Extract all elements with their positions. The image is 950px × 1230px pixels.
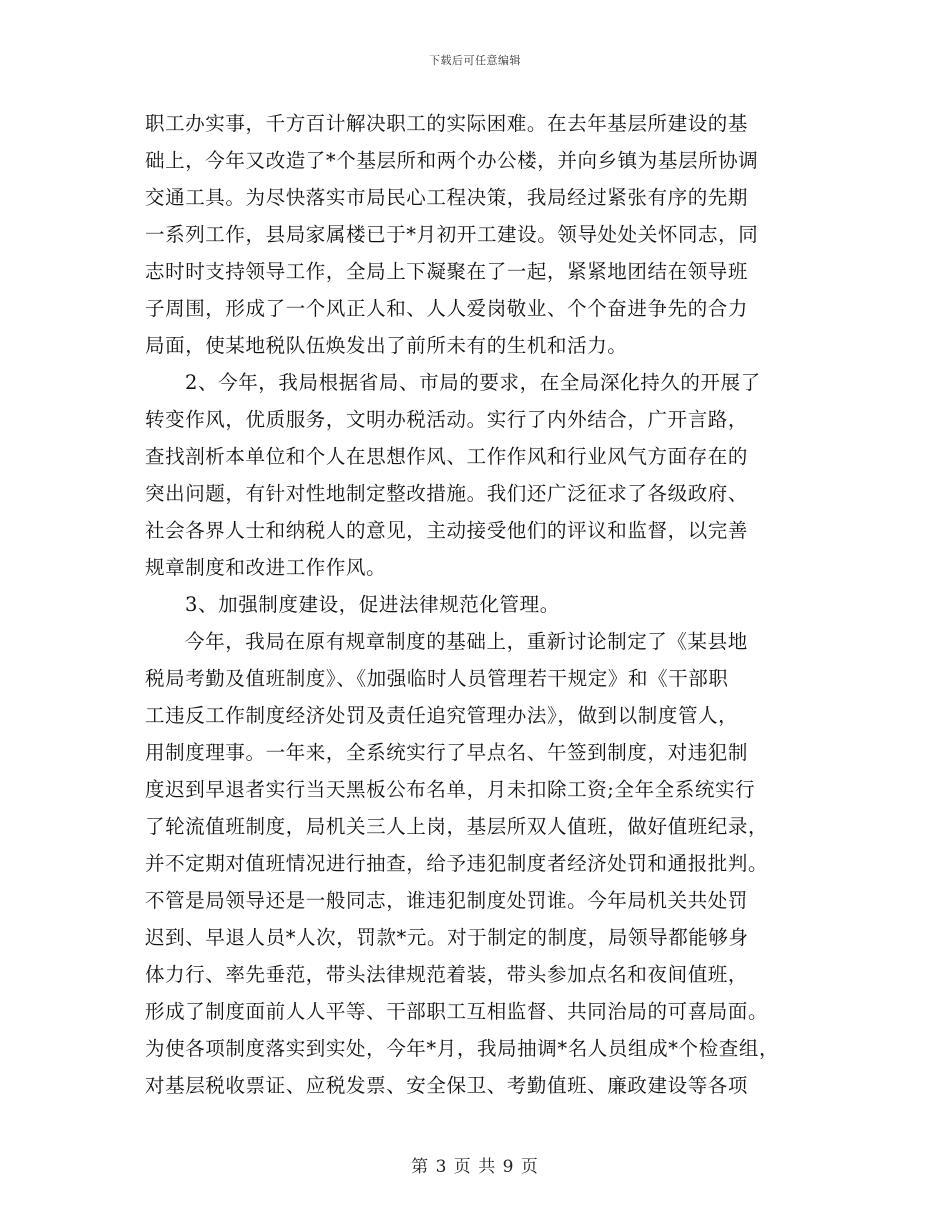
text-line: 规章制度和改进工作作风。: [145, 556, 387, 579]
text-line: 查找剖析本单位和个人在思想作风、工作作风和行业风气方面存在的: [145, 445, 749, 468]
text-line: 用制度理事。一年来，全系统实行了早点名、午签到制度，对违犯制: [145, 741, 749, 764]
paragraph-start-line: 2、今年，我局根据省局、市局的要求，在全局深化持久的开展了: [185, 371, 761, 394]
text-line: 为使各项制度落实到实处，今年*月，我局抽调*名人员组成*个检查组，: [145, 1037, 780, 1060]
text-line: 税局考勤及值班制度》、《加强临时人员管理若干规定》和《干部职: [145, 667, 729, 690]
text-line: 了轮流值班制度，局机关三人上岗，基层所双人值班，做好值班纪录，: [145, 815, 769, 838]
text-line: 形成了制度面前人人平等、干部职工互相监督、共同治局的可喜局面。: [145, 1000, 769, 1023]
text-line: 迟到、早退人员*人次，罚款*元。对于制定的制度，局领导都能够身: [145, 926, 749, 949]
text-line: 不管是局领导还是一般同志，谁违犯制度处罚谁。今年局机关共处罚: [145, 889, 749, 912]
text-line: 对基层税收票证、应税发票、安全保卫、考勤值班、廉政建设等各项: [145, 1074, 749, 1097]
text-line: 志时时支持领导工作，全局上下凝聚在了一起，紧紧地团结在领导班: [145, 260, 749, 283]
text-line: 一系列工作，县局家属楼已于*月初开工建设。领导处处关怀同志，同: [145, 223, 759, 246]
text-line: 体力行、率先垂范，带头法律规范着装，带头参加点名和夜间值班，: [145, 963, 749, 986]
section-heading: 3、加强制度建设，促进法律规范化管理。: [185, 593, 560, 616]
text-line: 础上，今年又改造了*个基层所和两个办公楼，并向乡镇为基层所协调: [145, 149, 759, 172]
page-number-footer: 第 3 页 共 9 页: [411, 1157, 539, 1177]
document-body: [145, 105, 815, 1104]
text-line: 转变作风，优质服务，文明办税活动。实行了内外结合，广开言路，: [145, 408, 749, 431]
text-line: 子周围，形成了一个风正人和、人人爱岗敬业、个个奋进争先的合力: [145, 297, 749, 320]
text-line: 社会各界人士和纳税人的意见，主动接受他们的评议和监督，以完善: [145, 519, 749, 542]
text-line: 突出问题，有针对性地制定整改措施。我们还广泛征求了各级政府、: [145, 482, 749, 505]
text-line: 交通工具。为尽快落实市局民心工程决策，我局经过紧张有序的先期: [145, 186, 749, 209]
text-line: 并不定期对值班情况进行抽查，给予违犯制度者经济处罚和通报批判。: [145, 852, 769, 875]
text-line: 度迟到早退者实行当天黑板公布名单，月未扣除工资;全年全系统实行: [145, 778, 756, 801]
text-line: 工违反工作制度经济处罚及责任追究管理办法》，做到以制度管人，: [145, 704, 739, 727]
text-line: 职工办实事，千方百计解决职工的实际困难。在去年基层所建设的基: [145, 112, 749, 135]
paragraph-start-line: 今年，我局在原有规章制度的基础上，重新讨论制定了《某县地: [185, 630, 748, 653]
text-line: 局面，使某地税队伍焕发出了前所未有的生机和活力。: [145, 334, 628, 357]
page-header: 下载后可任意编辑: [429, 54, 521, 67]
